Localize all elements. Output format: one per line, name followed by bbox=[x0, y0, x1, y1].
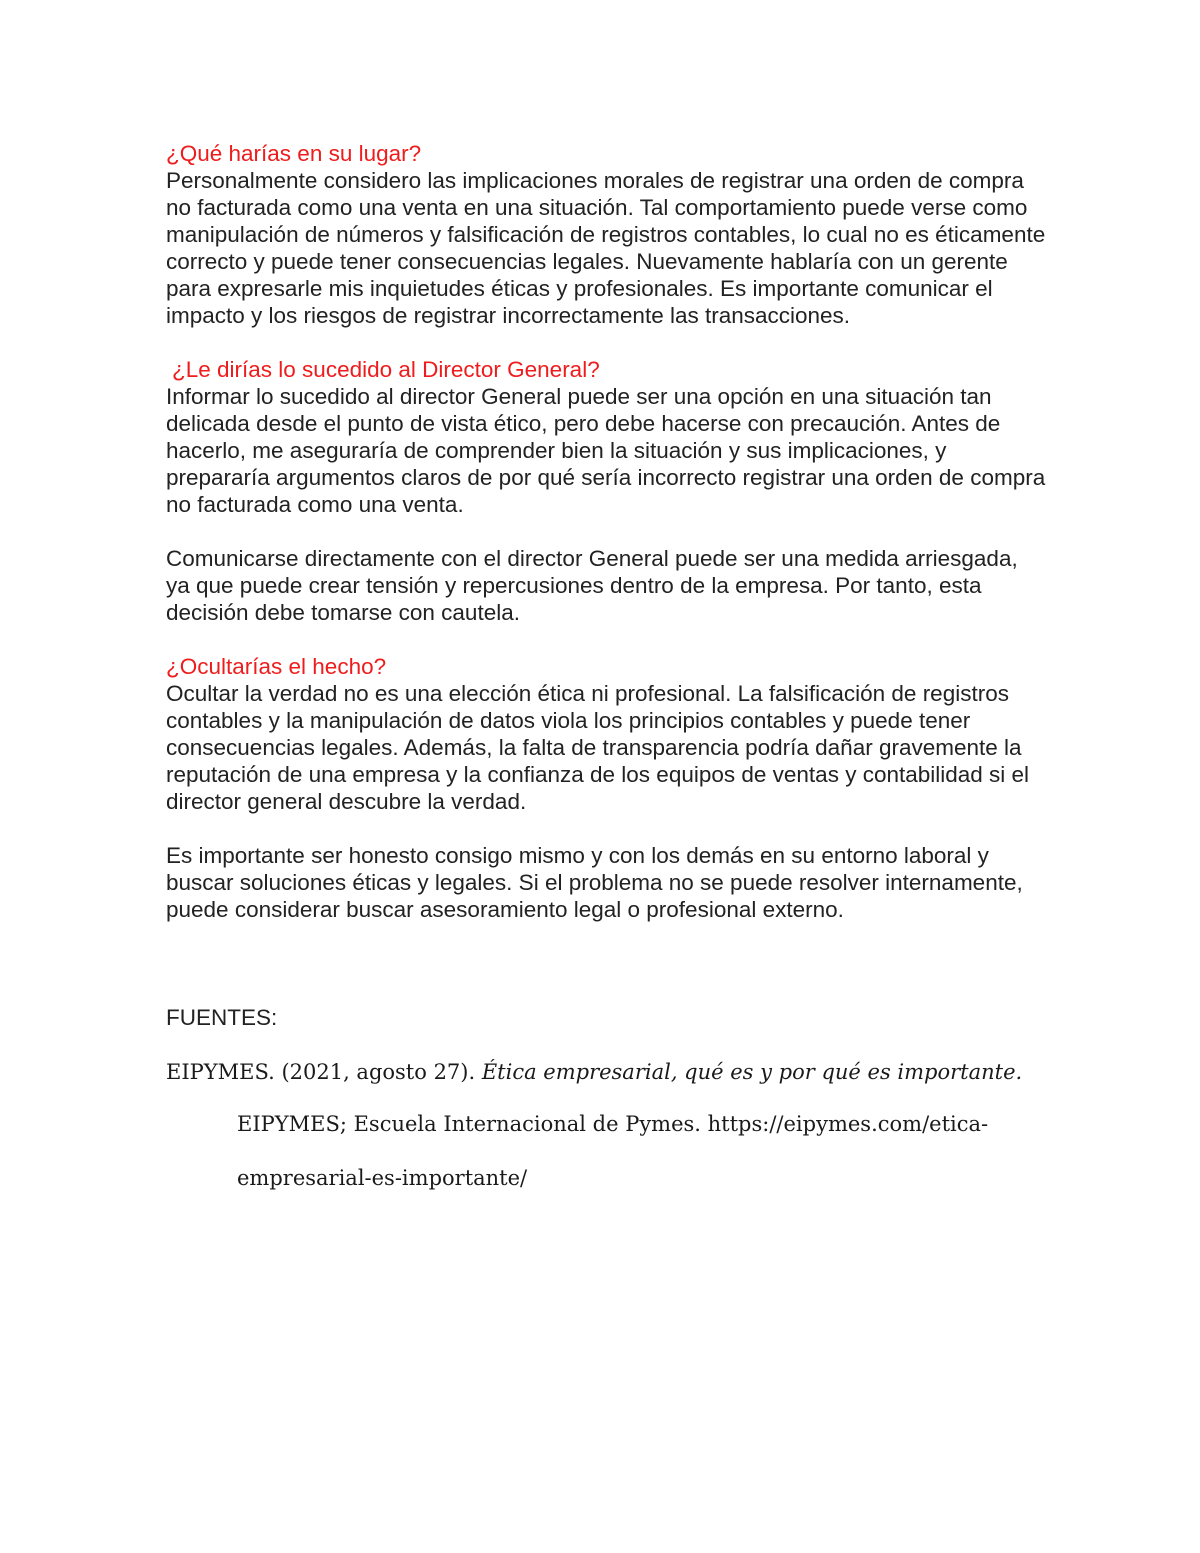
answer-paragraph: Comunicarse directamente con el director General puede ser una medida arriesgada, ya que puede crear tensión y repercusiones dentro de la empresa. Por tanto, esta decisión debe tomarse con cautela. bbox=[166, 546, 1018, 625]
question-heading: ¿Ocultarías el hecho? bbox=[166, 654, 387, 679]
spacer bbox=[166, 626, 1046, 653]
citation bbox=[166, 1057, 1046, 1193]
document-page bbox=[166, 140, 1046, 1193]
spacer bbox=[166, 923, 1046, 1004]
answer-paragraph: Personalmente considero las implicaciones morales de registrar una orden de compra no facturada como una venta en una situación. Tal comportamiento puede verse como manipulación de números y falsificación de registros contables, lo cual no es éticamente correcto y puede tener consecuencias legales. Nuevamente hablaría con un gerente para expresarle mis inquietudes éticas y profesionales. Es importante comunicar el impacto y los riesgos de registrar incorrectamente las transacciones. bbox=[166, 168, 1046, 328]
citation-title: Ética empresarial, qué es y por qué es importante. bbox=[481, 1060, 1023, 1084]
citation-first-line bbox=[166, 1057, 1046, 1087]
answer-paragraph: Ocultar la verdad no es una elección ética ni profesional. La falsificación de registros contables y la manipulación de datos viola los principios contables y puede tener consecuencias legales. Además, la falta de transparencia podría dañar gravemente la reputación de una empresa y la confianza de los equipos de ventas y contabilidad si el director general descubre la verdad. bbox=[166, 681, 1030, 814]
question-heading: ¿Qué harías en su lugar? bbox=[166, 141, 422, 166]
spacer bbox=[166, 815, 1046, 842]
answer-paragraph: Informar lo sucedido al director General puede ser una opción en una situación tan delicada desde el punto de vista ético, pero debe hacerse con precaución. Antes de hacerlo, me aseguraría de comprender bien la situación y sus implicaciones, y prepararía argumentos claros de por qué sería incorrecto registrar una orden de compra no facturada como una venta. bbox=[166, 384, 1046, 517]
answer-paragraph: Es importante ser honesto consigo mismo y con los demás en su entorno laboral y buscar soluciones éticas y legales. Si el problema no se puede resolver internamente, puede considerar buscar asesoramiento legal o profesional externo. bbox=[166, 843, 1023, 922]
spacer bbox=[166, 518, 1046, 545]
citation-author-date: EIPYMES. (2021, agosto 27). bbox=[166, 1060, 482, 1084]
sources-heading: FUENTES: bbox=[166, 1005, 278, 1030]
question-heading: ¿Le dirías lo sucedido al Director General? bbox=[172, 357, 600, 382]
citation-publisher-line: EIPYMES; Escuela Internacional de Pymes. https://eipymes.com/etica- bbox=[237, 1112, 989, 1136]
citation-url-continuation: empresarial-es-importante/ bbox=[237, 1166, 528, 1190]
spacer bbox=[166, 329, 1046, 356]
